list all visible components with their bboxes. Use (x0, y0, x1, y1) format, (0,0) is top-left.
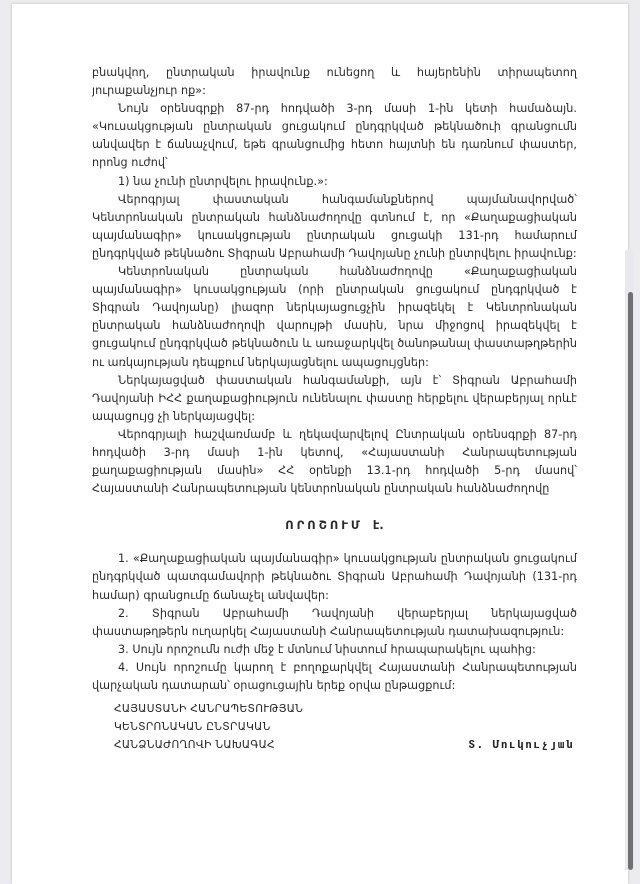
decision-list (92, 550, 577, 695)
paragraph: Կենտրոնական ընտրական հանձնաժողովը «Քաղաքացիական պայմանագիր» կուսակցության (որի ընտրական ցուցակում ընդգրկված է Տիգրան Դավոյանը) լիազոր ներկայացուցչին իրազեկել է Կենտրոնական ընտրական հանձնաժողովի վարույթի մասին, նրա միջոցով իրազեկվել է ցուցակում ընդգրկված թեկնածուն և առաջարկվել ծանոթանալ փաստաթղթերին ու առկայության դեպքում ներկայացնելու ապացույցներ: (92, 265, 577, 369)
scrollbar-thumb[interactable] (628, 292, 633, 870)
paragraph: Վերոգրյալի հաշվառմամբ և ղեկավարվելով Ընտրական օրենսգրքի 87-րդ հոդվածի 3-րդ մասի 1-ին կետով, «Հայաստանի Հանրապետության քաղաքացիության մասին» ՀՀ օրենքի 13.1-րդ հոդվածի 5-րդ մասով՝ Հայաստանի Հանրապետության կենտրոնական ընտրական հանձնաժողովը (92, 427, 577, 496)
decision-heading (92, 516, 577, 534)
signatory-title-line: ՀԱՅԱՍՏԱՆԻ ՀԱՆՐԱՊԵՏՈՒԹՅԱՆ (114, 703, 304, 715)
decision-item: 4. Սույն որոշումը կարող է բողոքարկվել Հայաստանի Հանրապետության վարչական դատարան՝ օրացուցային երեք օրվա ընթացքում: (92, 660, 577, 692)
paragraph: բնակվող, ընտրական իրավունք ունեցող և հայերենին տիրապետող յուրաքանչյուր ոք»: (92, 66, 577, 98)
decision-heading-suffix: է. (372, 518, 384, 533)
signature-block (114, 700, 574, 754)
paragraph: Ներկայացված փաստական հանգամանքի, այն է՝ Տիգրան Աբրահամի Դավոյանի ԻՀՀ քաղաքացիություն ունենալու փաստը հերքելու վերաբերյալ որևէ ապացույց չի ներկայացվել: (92, 373, 577, 423)
decision-item: 3. Սույն որոշումն ուժի մեջ է մտնում նիստում հրապարակելու պահից: (118, 642, 536, 656)
paragraph: 1) նա չունի ընտրվելու իրավունք.»: (118, 174, 328, 188)
paragraph: Վերոգրյալ փաստական հանգամանքներով պայմանավորված՝ Կենտրոնական ընտրական հանձնաժողովը գտնում է, որ «Քաղաքացիական պայմանագիր» կուսակցության ընտրական ցուցակի 131-րդ համարում ընդգրկված թեկնածու Տիգրան Աբրահամի Դավոյանը չունի ընտրվելու իրավունք: (92, 192, 577, 260)
signer-name: Տ. Մուկուչյան (468, 738, 574, 751)
document-body (92, 64, 577, 695)
decision-heading-word: ՈՐՈՇՈՒՄ (285, 518, 363, 533)
signatory-title-line: ՀԱՆՁՆԱԺՈՂՈՎԻ ՆԱԽԱԳԱՀ (114, 739, 275, 751)
signatory-title-line: ԿԵՆՏՐՈՆԱԿԱՆ ԸՆՏՐԱԿԱՆ (114, 721, 271, 733)
decision-item: 1. «Քաղաքացիական պայմանագիր» կուսակցության ընտրական ցուցակում ընդգրկված պատգամավորի թեկնածու Տիգրան Աբրահամի Դավոյանի (131-րդ համար) գրանցումը ճանաչել անվավեր: (92, 552, 577, 602)
paragraph: Նույն օրենսգրքի 87-րդ հոդվածի 3-րդ մասի 1-ին կետի համաձայն. «Կուսակցության ընտրական ցուցակում ընդգրկված թեկնածուի գրանցումն անվավեր է ճանաչվում, եթե գրանցումից հետո հայտնի են դառնում փաստեր, որոնց ուժով՝ (92, 102, 577, 170)
document-page (12, 4, 628, 884)
decision-item: 2. Տիգրան Աբրահամի Դավոյանի վերաբերյալ ներկայացված փաստաթղթերն ուղարկել Հայաստանի Հանրապետության դատախազություն: (92, 606, 577, 638)
